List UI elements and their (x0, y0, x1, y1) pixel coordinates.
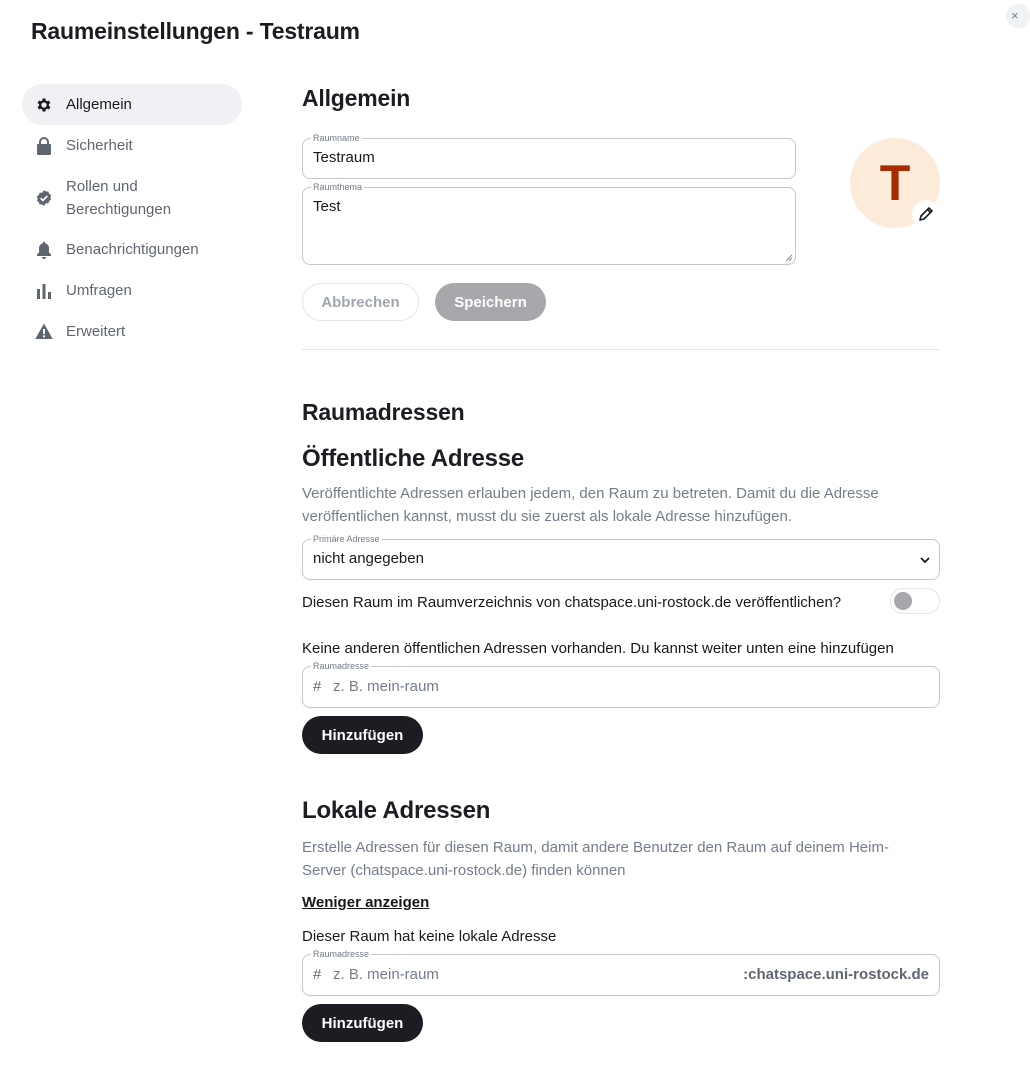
sidebar-item-label: Erweitert (66, 323, 126, 340)
primary-address-value: nicht angegeben (313, 550, 424, 567)
no-public-addresses-text: Keine anderen öffentlichen Adressen vorhanden. Du kannst weiter unten eine hinzufügen (302, 640, 894, 657)
public-address-heading: Öffentliche Adresse (302, 445, 525, 472)
public-address-input-label: Raumadresse (313, 661, 370, 671)
sidebar-item-notifications[interactable] (22, 229, 242, 270)
pencil-icon (918, 206, 934, 222)
settings-sidebar (22, 84, 242, 352)
publish-directory-label: Diesen Raum im Raumverzeichnis von chatspace.uni-rostock.de veröffentlichen? (302, 594, 842, 611)
sidebar-item-polls[interactable] (22, 270, 242, 311)
save-button[interactable]: Speichern (435, 283, 546, 321)
dialog-title: Raumeinstellungen - Testraum (31, 18, 360, 44)
warning-icon (34, 322, 54, 342)
primary-address-label: Primäre Adresse (313, 534, 380, 544)
sidebar-item-label: Umfragen (66, 282, 132, 299)
public-address-placeholder: z. B. mein-raum (333, 678, 439, 695)
room-topic-field[interactable] (302, 182, 796, 265)
sidebar-item-general[interactable] (22, 84, 242, 125)
bell-icon (34, 240, 54, 260)
local-addresses-description: Erstelle Adressen für diesen Raum, damit andere Benutzer den Raum auf deinem Heim-Server (chatspace.uni-rostock.de) finden können (302, 839, 889, 879)
badge-check-icon (34, 188, 54, 208)
sidebar-item-roles[interactable] (22, 166, 242, 229)
server-suffix: :chatspace.uni-rostock.de (743, 966, 929, 983)
room-name-field[interactable] (302, 133, 796, 179)
room-name-label: Raumname (313, 133, 360, 143)
add-public-address-button[interactable]: Hinzufügen (302, 716, 423, 754)
general-heading: Allgemein (302, 85, 411, 111)
hash-prefix: # (313, 678, 322, 695)
room-name-value: Testraum (313, 149, 375, 166)
sidebar-item-label: Benachrichtigungen (66, 241, 199, 258)
no-local-address-text: Dieser Raum hat keine lokale Adresse (302, 928, 557, 945)
sidebar-item-security[interactable] (22, 125, 242, 166)
sidebar-item-label: Rollen und (66, 178, 138, 195)
sidebar-item-label: Berechtigungen (66, 201, 172, 218)
room-topic-label: Raumthema (313, 182, 363, 192)
local-address-input[interactable] (302, 949, 940, 996)
lock-icon (34, 136, 54, 156)
poll-icon (34, 281, 54, 301)
avatar-letter: T (879, 155, 911, 211)
add-local-address-button[interactable]: Hinzufügen (302, 1004, 423, 1042)
local-address-input-label: Raumadresse (313, 949, 370, 959)
section-divider (302, 349, 940, 350)
show-less-link[interactable]: Weniger anzeigen (302, 894, 430, 911)
resize-handle-icon[interactable] (785, 254, 793, 262)
sidebar-item-label: Allgemein (66, 96, 132, 113)
toggle-knob (894, 592, 912, 610)
gear-icon (34, 95, 54, 115)
chevron-down-icon (919, 556, 931, 564)
primary-address-select[interactable] (302, 534, 940, 580)
public-address-description: Veröffentlichte Adressen erlauben jedem, den Raum zu betreten. Damit du die Adresse veröffentlichen kannst, musst du sie zuerst als lokale Adresse hinzufügen. (302, 485, 879, 525)
room-avatar[interactable] (850, 138, 940, 228)
local-address-placeholder: z. B. mein-raum (333, 966, 439, 983)
room-topic-value: Test (313, 198, 341, 215)
close-icon: × (1011, 8, 1019, 23)
sidebar-item-advanced[interactable] (22, 311, 242, 352)
sidebar-item-label: Sicherheit (66, 137, 133, 154)
close-button[interactable] (1006, 4, 1030, 28)
hash-prefix: # (313, 966, 322, 983)
cancel-button[interactable]: Abbrechen (302, 283, 419, 321)
addresses-heading: Raumadressen (302, 399, 465, 425)
publish-toggle[interactable] (890, 588, 940, 614)
public-address-input[interactable] (302, 661, 940, 708)
edit-avatar-button[interactable] (912, 200, 940, 228)
local-addresses-heading: Lokale Adressen (302, 797, 491, 824)
